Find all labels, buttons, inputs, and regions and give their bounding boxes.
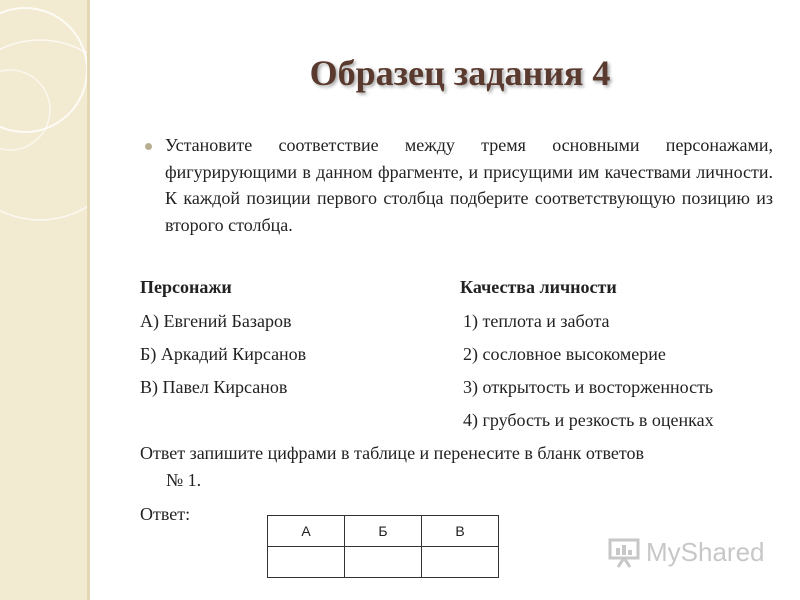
decorative-circles-icon [0, 0, 87, 600]
stripe-border [87, 0, 90, 600]
answer-instruction: Ответ запишите цифрами в таблице и перенесите в бланк ответов [140, 443, 645, 463]
answer-cell[interactable] [345, 547, 422, 578]
table-header-cell: В [422, 516, 499, 547]
table-row [268, 516, 499, 547]
instruction-text: Установите соответствие между тремя основными персонажами, фигурирующими в данном фрагменте, и присущими им качествами личности. К каждой позиции первого столбца подберите соответствующую позицию из второго столбца. [165, 135, 773, 235]
quality-item: 4) грубость и резкость в оценках [463, 410, 714, 430]
table-header-cell: Б [345, 516, 422, 547]
table-header-cell: А [268, 516, 345, 547]
character-item: А) Евгений Базаров [140, 311, 292, 331]
decorative-side-stripe [0, 0, 87, 600]
watermark [608, 537, 765, 568]
watermark-text: MyShared [646, 537, 765, 567]
answer-instruction-cont: № 1. [166, 470, 202, 490]
answer-cell[interactable] [422, 547, 499, 578]
table-row [268, 547, 499, 578]
slide-title: Образец задания 4 [309, 53, 611, 93]
quality-item: 3) открытость и восторженность [463, 377, 714, 397]
answer-cell[interactable] [268, 547, 345, 578]
answer-label: Ответ: [140, 504, 191, 524]
quality-item: 2) сословное высокомерие [463, 344, 666, 364]
character-item: В) Павел Кирсанов [140, 377, 288, 397]
character-item: Б) Аркадий Кирсанов [140, 344, 307, 364]
bullet-icon [145, 143, 152, 150]
characters-header: Персонажи [140, 277, 232, 297]
answer-table [267, 515, 499, 578]
quality-item: 1) теплота и забота [463, 311, 610, 331]
presentation-board-icon [608, 538, 640, 568]
qualities-header: Качества личности [460, 277, 617, 297]
